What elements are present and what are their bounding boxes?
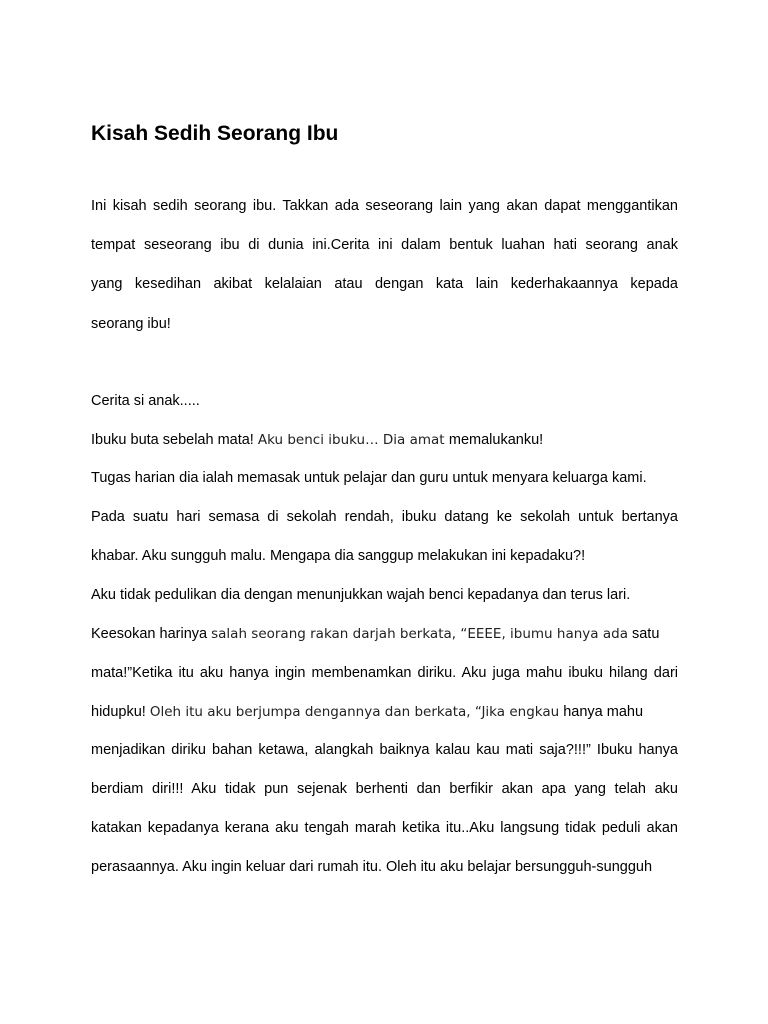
keesokan-line-2: mata!”Ketika itu aku hanya ingin membenamkan diriku. Aku juga mahu ibuku hilang dari [91, 665, 678, 681]
paragraph-1-line-1: Ini kisah sedih seorang ibu. Takkan ada seseorang lain yang akan dapat menggantikan [91, 198, 678, 214]
tugas-line: Tugas harian dia ialah memasak untuk pelajar dan guru untuk menyara keluarga kami. [91, 470, 647, 486]
line-buta-part-c: memalukanku! [448, 432, 544, 448]
keesokan-line-4: menjadikan diriku bahan ketawa, alangkah baiknya kalau kau mati saja?!!!” Ibuku hanya [91, 742, 678, 758]
tidak-line: Aku tidak pedulikan dia dengan menunjukkan wajah benci kepadanya dan terus lari. [91, 587, 631, 603]
line-buta-part-a: Ibuku buta sebelah mata! [91, 432, 258, 448]
line-buta [91, 429, 678, 451]
document-title: Kisah Sedih Seorang Ibu [91, 122, 339, 145]
keesokan-line-3-part-b: Oleh itu aku berjumpa dengannya dan berkata, “Jika engkau [149, 704, 560, 720]
keesokan-line-6: katakan kepadanya kerana aku tengah marah ketika itu..Aku langsung tidak peduli akan [91, 820, 678, 836]
keesokan-line-3 [91, 701, 678, 723]
paragraph-1-line-3: yang kesedihan akibat kelalaian atau dengan kata lain kederhakaannya kepada [91, 276, 678, 292]
keesokan-line-5: berdiam diri!!! Aku tidak pun sejenak berhenti dan berfikir akan apa yang telah aku [91, 781, 678, 797]
paragraph-1-line-2: tempat seseorang ibu di dunia ini.Cerita ini dalam bentuk luahan hati seorang anak [91, 237, 678, 253]
keesokan-line-1-part-a: Keesokan harinya [91, 626, 212, 642]
pada-line-2: khabar. Aku sungguh malu. Mengapa dia sanggup melakukan ini kepadaku?! [91, 548, 586, 564]
paragraph-1-line-4: seorang ibu! [91, 316, 171, 332]
keesokan-line-1 [91, 623, 678, 645]
line-buta-part-b: Aku benci ibuku… Dia amat [257, 432, 449, 448]
keesokan-line-1-part-b: salah seorang rakan darjah berkata, “EEEE, ibumu hanya ada [211, 626, 628, 642]
keesokan-line-3-part-c: hanya mahu [559, 704, 644, 720]
keesokan-line-7: perasaannya. Aku ingin keluar dari rumah itu. Oleh itu aku belajar bersungguh-sungguh [91, 859, 653, 875]
keesokan-line-3-part-a: hidupku! [91, 704, 150, 720]
keesokan-line-1-part-c: satu [627, 626, 660, 642]
cerita-heading: Cerita si anak..... [91, 393, 200, 409]
pada-line-1: Pada suatu hari semasa di sekolah rendah, ibuku datang ke sekolah untuk bertanya [91, 509, 678, 525]
